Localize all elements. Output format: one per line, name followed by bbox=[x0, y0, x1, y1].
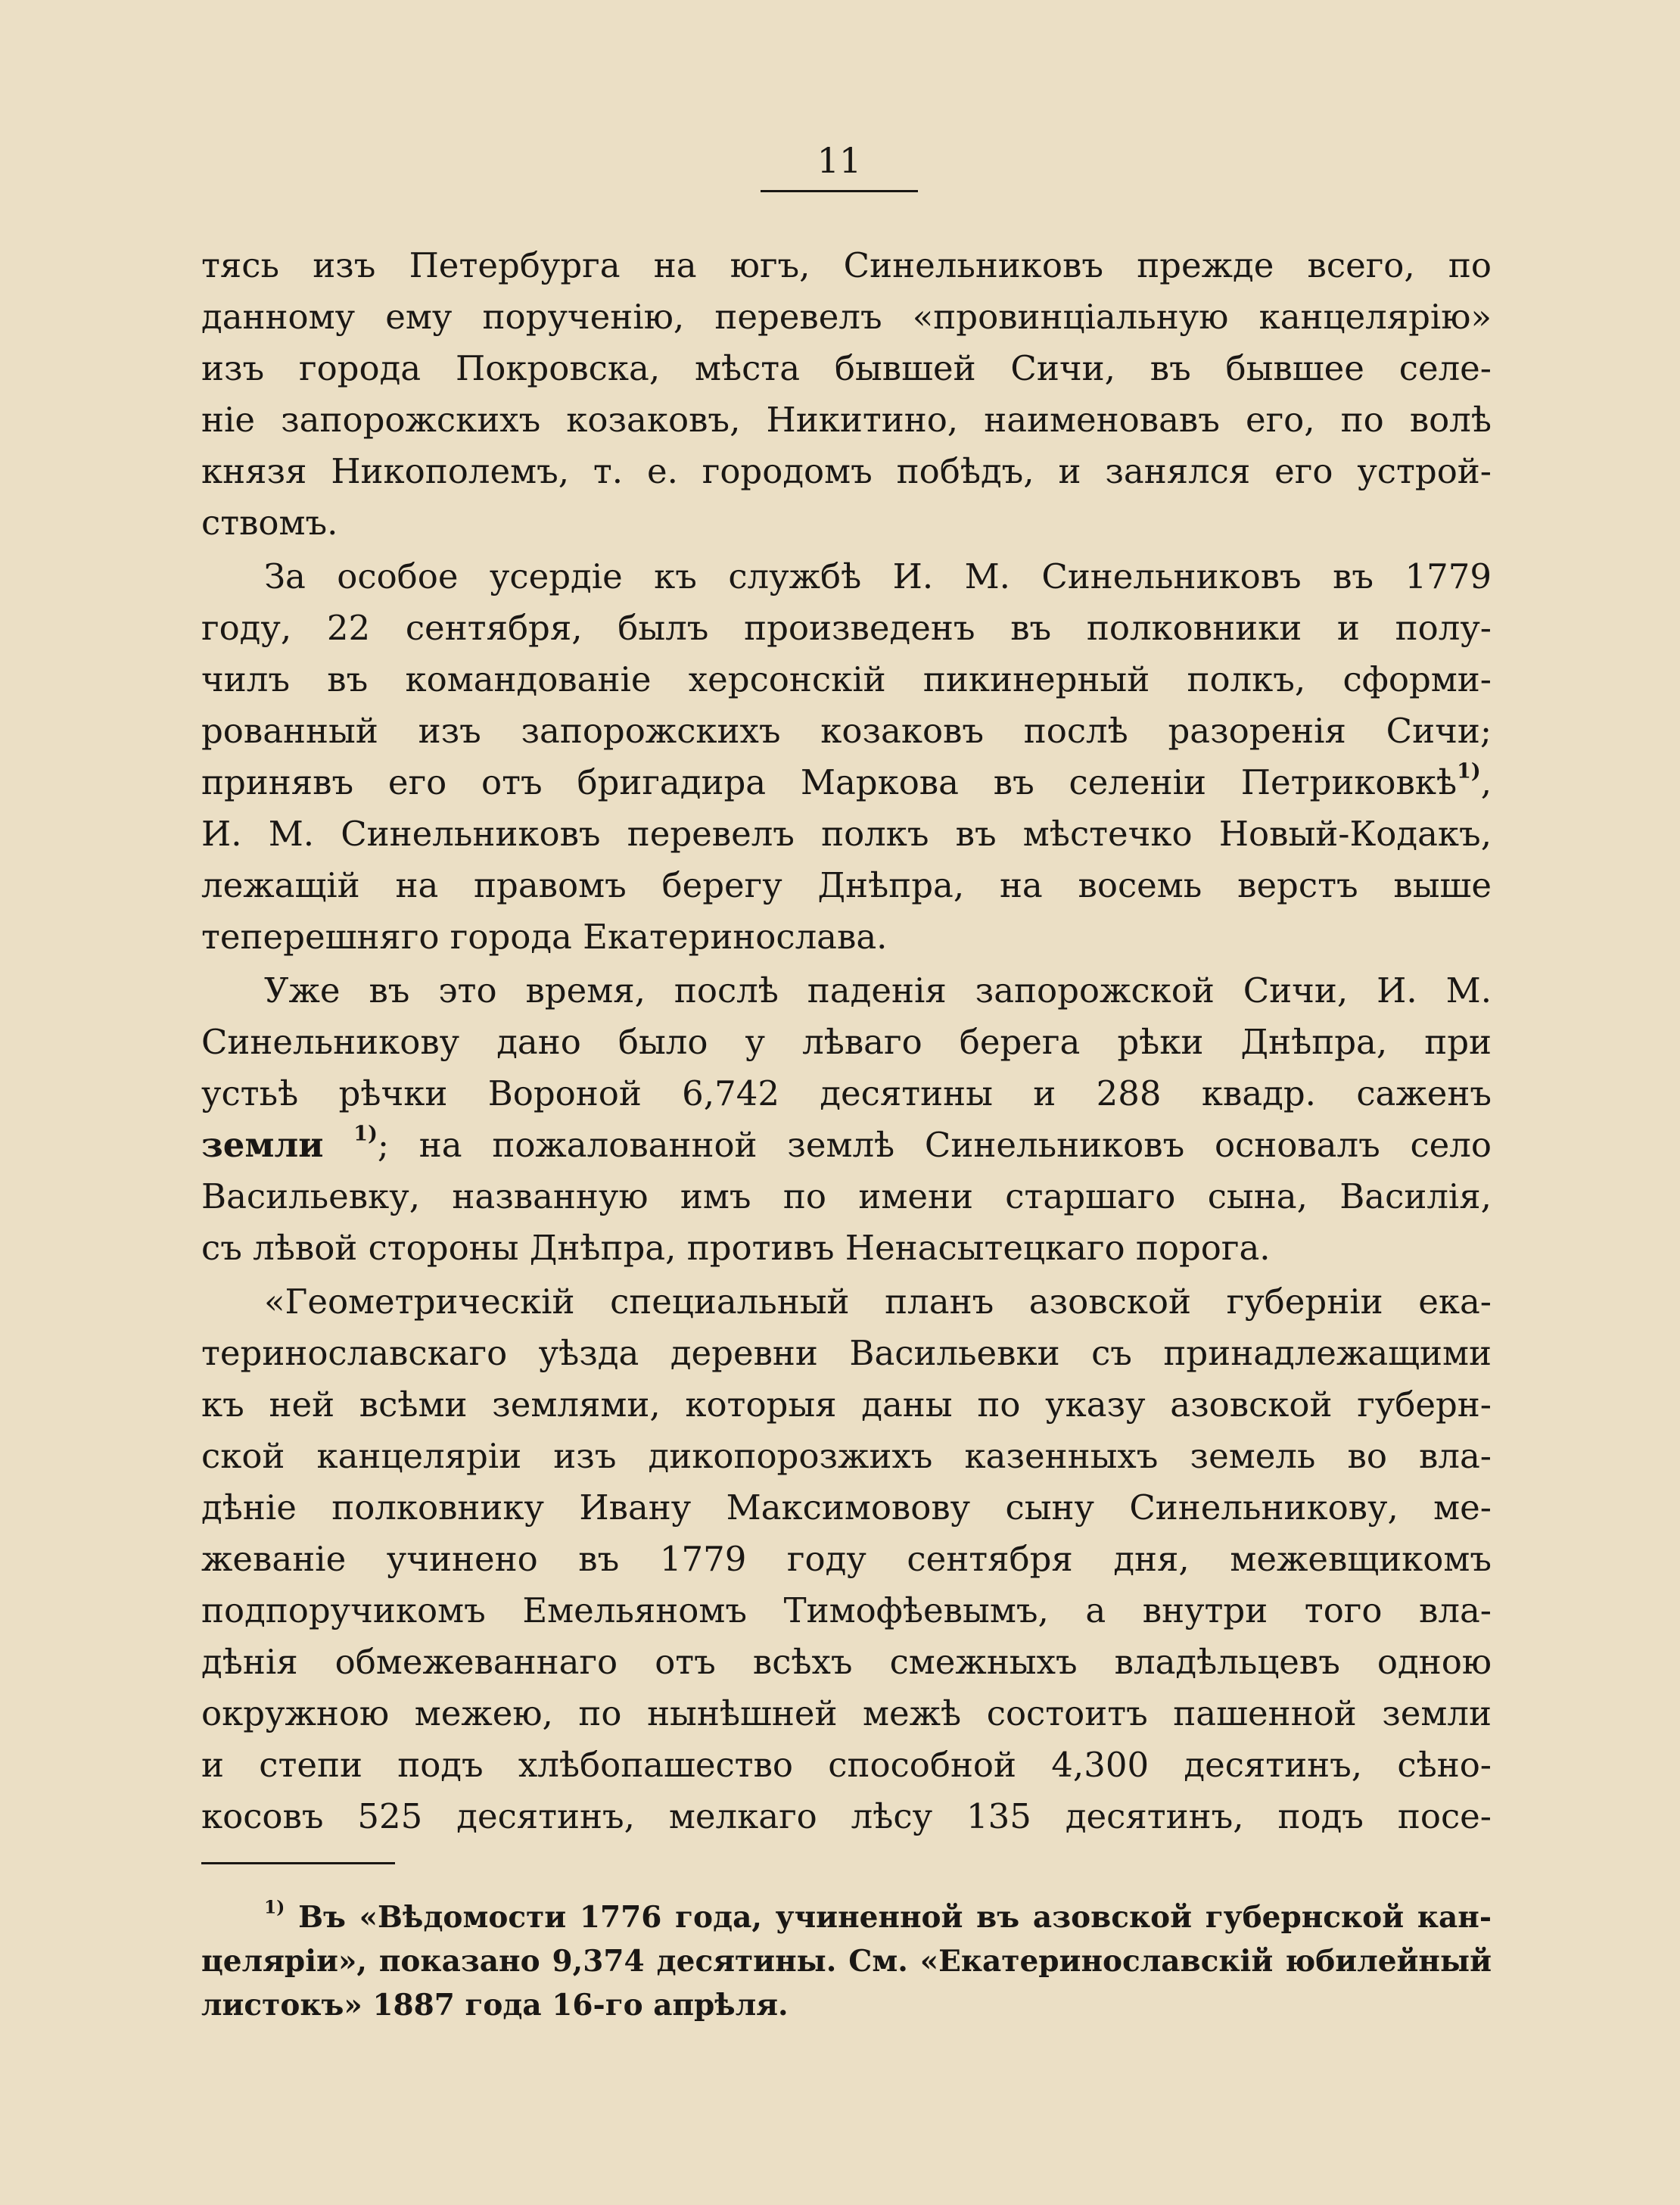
text-line: ніе запорожскихъ козаковъ, Никитино, наименовавъ его, по волѣ bbox=[201, 400, 1492, 440]
footnote-line: целяріи», показано 9,374 десятины. См. «Екатеринославскій юбилейный bbox=[201, 1944, 1492, 1979]
text-line: теринославскаго уѣзда деревни Васильевки съ принадлежащими bbox=[201, 1333, 1492, 1373]
text-segment: Въ «Вѣдомости 1776 года, учиненной въ азовской губернской кан- bbox=[298, 1900, 1492, 1935]
text-line: съ лѣвой стороны Днѣпра, противъ Ненасытецкаго порога. bbox=[201, 1228, 1271, 1268]
footnote-line: листокъ» 1887 года 16-го апрѣля. bbox=[201, 1988, 789, 2023]
text-line: Синельникову дано было у лѣваго берега рѣки Днѣпра, при bbox=[201, 1022, 1492, 1062]
text-line: данному ему порученію, перевелъ «провинціальную канцелярію» bbox=[201, 297, 1492, 337]
text-line: ской канцеляріи изъ дикопорозжихъ казенныхъ земель во вла- bbox=[201, 1436, 1492, 1476]
text-line: дѣнія обмежеваннаго отъ всѣхъ смежныхъ владѣльцевъ одною bbox=[201, 1642, 1492, 1682]
text-line: принявъ его отъ бригадира Маркова въ селеніи Петриковкѣ$^{1)}$, bbox=[201, 759, 1492, 802]
footnote-rule bbox=[201, 1862, 395, 1864]
text-line: году, 22 сентября, былъ произведенъ въ полковники и полу- bbox=[201, 608, 1492, 648]
text-segment: принявъ его отъ бригадира Маркова въ селеніи Петриковкѣ bbox=[201, 762, 1458, 802]
text-line: ствомъ. bbox=[201, 503, 338, 543]
footnote-line bbox=[264, 1895, 1492, 1939]
text-line: «Геометрическій специальный планъ азовской губерніи ека- bbox=[264, 1282, 1492, 1322]
text-line: князя Никополемъ, т. е. городомъ побѣдъ, и занялся его устрой- bbox=[201, 451, 1492, 491]
footnote-ref: 1) bbox=[353, 1122, 378, 1146]
text-line bbox=[201, 1120, 1492, 1170]
text-line: И. М. Синельниковъ перевелъ полкъ въ мѣстечко Новый-Кодакъ, bbox=[201, 814, 1492, 854]
text-line: лежащій на правомъ берегу Днѣпра, на восемь верстъ выше bbox=[201, 865, 1492, 905]
text-line: жеваніе учинено въ 1779 году сентября дня, межевщикомъ bbox=[201, 1539, 1492, 1579]
text-line: теперешняго города Екатеринослава. bbox=[201, 917, 888, 957]
text-line: изъ города Покровска, мѣста бывшей Сичи, въ бывшее селе- bbox=[201, 348, 1492, 388]
text-line: дѣніе полковнику Ивану Максимовову сыну Синельникову, ме- bbox=[201, 1487, 1492, 1528]
text-line: чилъ въ командованіе херсонскій пикинерный полкъ, сформи- bbox=[201, 659, 1492, 699]
text-line: къ ней всѣми землями, которыя даны по указу азовской губерн- bbox=[201, 1384, 1492, 1425]
text-line: Уже въ это время, послѣ паденія запорожской Сичи, И. М. bbox=[264, 970, 1492, 1011]
text-line: окружною межею, по нынѣшней межѣ состоитъ пашенной земли bbox=[201, 1693, 1492, 1733]
footnote-marker: 1) bbox=[264, 1896, 285, 1918]
text-line: подпоручикомъ Емельяномъ Тимофѣевымъ, а внутри того вла- bbox=[201, 1590, 1492, 1630]
text-line: устьѣ рѣчки Вороной 6,742 десятины и 288 квадр. саженъ bbox=[201, 1073, 1492, 1113]
text-segment: земли bbox=[201, 1125, 324, 1165]
text-line: Васильевку, названную имъ по имени старшаго сына, Василія, bbox=[201, 1176, 1492, 1216]
text-segment: ; на пожалованной землѣ Синельниковъ основалъ село bbox=[377, 1125, 1492, 1165]
page-number: 11 bbox=[817, 140, 862, 181]
text-line: тясь изъ Петербурга на югъ, Синельниковъ прежде всего, по bbox=[201, 245, 1492, 285]
text-line: косовъ 525 десятинъ, мелкаго лѣсу 135 десятинъ, подъ посе- bbox=[201, 1796, 1492, 1836]
page-number-rule bbox=[761, 190, 918, 192]
text-line: За особое усердіе къ службѣ И. М. Синельниковъ въ 1779 bbox=[264, 556, 1492, 596]
text-line: и степи подъ хлѣбопашество способной 4,300 десятинъ, сѣно- bbox=[201, 1745, 1492, 1785]
text-line: рованный изъ запорожскихъ козаковъ послѣ разоренія Сичи; bbox=[201, 711, 1492, 751]
footnote-ref: 1) bbox=[1457, 759, 1481, 783]
